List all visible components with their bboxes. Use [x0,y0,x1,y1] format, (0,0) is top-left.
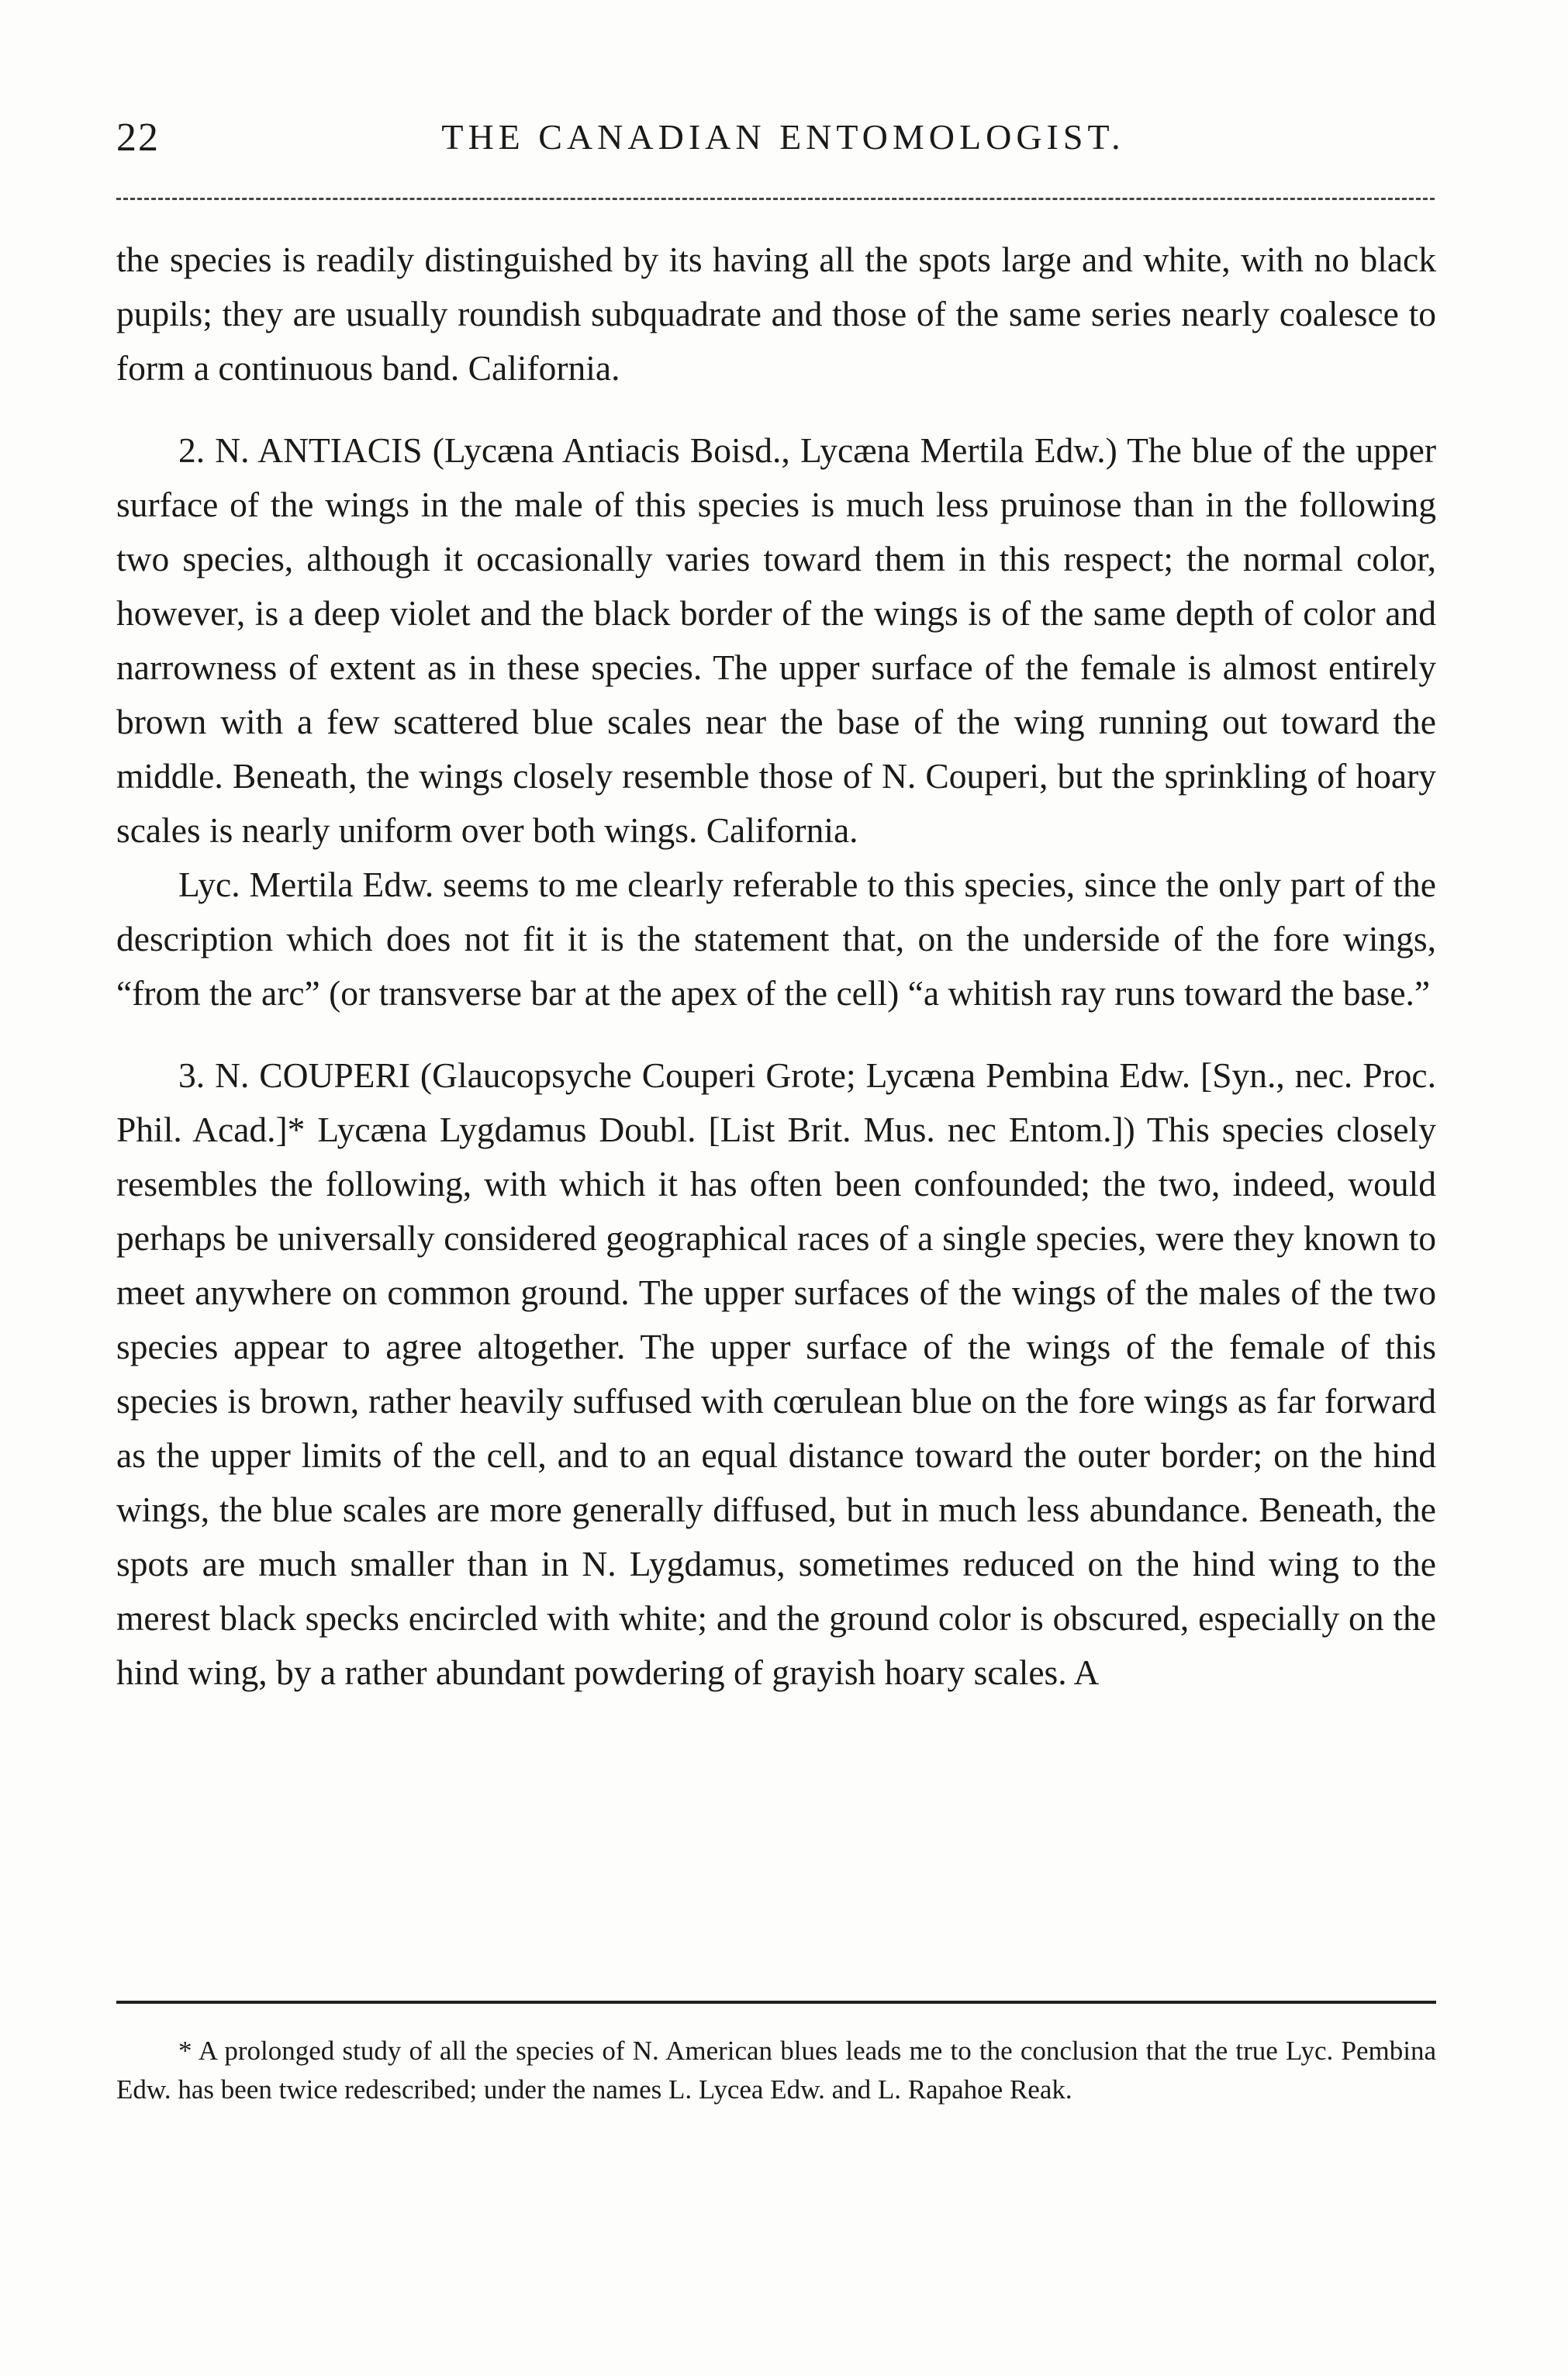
page-number: 22 [116,116,160,160]
footnote-rule [116,2001,1436,2004]
paragraph-antiacis: 2. N. ANTIACIS (Lycæna Antiacis Boisd., Lycæna Mertila Edw.) The blue of the upper surface of the wings in the male of this species is much less pruinose than in the following two species, although it occasionally varies toward them in this respect; the normal color, however, is a deep violet and the black border of the wings is of the same depth of color and narrowness of extent as in these species. The upper surface of the female is almost entirely brown with a few scattered blue scales near the base of the wing running out toward the middle. Beneath, the wings closely resemble those of N. Couperi, but the sprinkling of hoary scales is nearly uniform over both wings. California. [116,430,1436,850]
body-text [116,233,1436,1700]
paragraph-couperi: 3. N. COUPERI (Glaucopsyche Couperi Grote; Lycæna Pembina Edw. [Syn., nec. Proc. Phil. Acad.]* Lycæna Lygdamus Doubl. [List Brit. Mus. nec Entom.]) This species closely resembles the following, with which it has often been confounded; the two, indeed, would perhaps be universally considered geographical races of a single species, were they known to meet anywhere on common ground. The upper surfaces of the wings of the males of the two species appear to agree altogether. The upper surface of the wings of the female of this species is brown, rather heavily suffused with cœrulean blue on the fore wings as far forward as the upper limits of the cell, and to an equal distance toward the outer border; on the hind wings, the blue scales are more generally diffused, but in much less abundance. Beneath, the spots are much smaller than in N. Lygdamus, sometimes reduced on the hind wing to the merest black specks encircled with white; and the ground color is obscured, especially on the hind wing, by a rather abundant powdering of grayish hoary scales. A [116,1055,1436,1692]
paragraph-continuation: the species is readily distinguished by its having all the spots large and white, with no black pupils; they are usually roundish subquadrate and those of the same series nearly coalesce to form a continuous band. California. [116,240,1436,388]
paragraph-mertila-note: Lyc. Mertila Edw. seems to me clearly referable to this species, since the only part of the description which does not fit it is the statement that, on the underside of the fore wings, “from the arc” (or transverse bar at the apex of the cell) “a whitish ray runs toward the base.” [116,865,1436,1013]
footnote: * A prolonged study of all the species of N. American blues leads me to the conclusion that the true Lyc. Pembina Edw. has been twice redescribed; under the names L. Lycea Edw. and L. Rapahoe Reak. [116,2036,1436,2105]
page-header [116,115,1450,177]
running-title: THE CANADIAN ENTOMOLOGIST. [441,117,1125,157]
header-rule [116,198,1435,200]
